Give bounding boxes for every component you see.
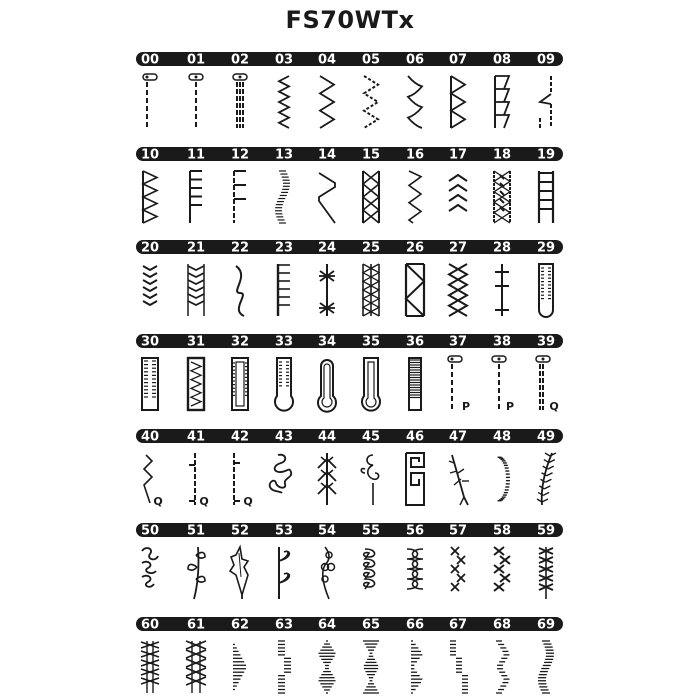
branch-stitch-icon: [449, 455, 469, 505]
satin-hourglass-stitch-icon: [363, 641, 379, 693]
stipple-stitch-icon: [270, 455, 292, 493]
cross-chain-stitch-icon: [451, 547, 465, 591]
three-step-zigzag-icon: [364, 76, 378, 128]
heart-stitch-icon: [279, 547, 289, 599]
patchwork-stitch-p-alt-icon: [492, 356, 506, 410]
serpentine-stitch-icon: [236, 266, 244, 316]
satin-triangle-stitch-icon: [233, 641, 246, 693]
triple-straight-stitch-icon: [233, 74, 247, 128]
buttonhole-square-icon: [142, 358, 158, 410]
satin-step-alt-stitch-icon: [450, 641, 468, 693]
stitch-number: 58: [492, 523, 512, 539]
stitch-number: 25: [361, 240, 381, 256]
stitch-number: 02: [230, 52, 250, 68]
stitch-number: 63: [274, 617, 294, 633]
stitch-number: 01: [186, 52, 206, 68]
stitch-number: 07: [448, 52, 468, 68]
stitch-number: 13: [274, 147, 294, 163]
satin-arrow-stitch-icon: [496, 641, 509, 693]
stitch-number: 17: [448, 147, 468, 163]
stitch-number: 27: [448, 240, 468, 256]
buttonhole-heirloom-icon: [232, 358, 248, 410]
zigzag-stitch-icon: [279, 76, 289, 128]
rick-rack-stitch-icon: [188, 264, 204, 316]
stitch-number: 06: [405, 52, 425, 68]
blind-hem-stitch-icon: [540, 76, 551, 128]
stitch-number: 66: [405, 617, 425, 633]
stitch-number: 22: [230, 240, 250, 256]
foot-letter: P: [461, 400, 471, 413]
shell-tuck-stitch-icon: [143, 171, 157, 223]
buttonhole-stretch-icon: [188, 358, 204, 410]
stitch-number: 16: [405, 147, 425, 163]
stitch-number: 54: [317, 523, 337, 539]
holly-leaf-stitch-icon: [230, 547, 248, 599]
diamond-stitch-icon: [363, 264, 379, 316]
cross-grid-stitch-icon: [141, 641, 159, 693]
stitch-number: 09: [536, 52, 556, 68]
stitch-number: 00: [140, 52, 160, 68]
stitch-number: 56: [405, 523, 425, 539]
stitch-number: 12: [230, 147, 250, 163]
foot-letter: Q: [153, 495, 163, 508]
leaf-vine-stitch-icon: [188, 547, 205, 599]
stitch-number: 49: [536, 429, 556, 445]
greek-key-stitch-icon: [406, 453, 424, 505]
lightning-stitch-icon: [409, 171, 421, 223]
stitch-number: 67: [448, 617, 468, 633]
stitch-number: 21: [186, 240, 206, 256]
stitch-number: 65: [361, 617, 381, 633]
pine-tree-stitch-icon: [318, 453, 336, 505]
scallop-stitch-icon: [275, 171, 290, 223]
keyhole-buttonhole-rounded-icon: [318, 360, 336, 412]
triangle-stitch-icon: [363, 171, 379, 223]
feather-stitch-icon: [449, 175, 467, 211]
fern-stitch-icon: [537, 453, 556, 505]
stitch-number: 64: [317, 617, 337, 633]
stitch-number: 11: [186, 147, 206, 163]
ladder-stitch-icon: [539, 171, 553, 223]
stitch-number: 59: [536, 523, 556, 539]
stitch-number: 68: [492, 617, 512, 633]
foot-letter: P: [505, 400, 515, 413]
foot-letter: Q: [199, 495, 209, 508]
satin-wave-stitch-icon: [538, 641, 554, 693]
triangle-band-stitch-icon: [406, 264, 424, 316]
quilt-zigzag-q-icon: [144, 455, 152, 503]
stitch-number: 40: [140, 429, 160, 445]
stitch-number: 55: [361, 523, 381, 539]
stitch-number: 18: [492, 147, 512, 163]
stitch-number: 31: [186, 334, 206, 350]
stitch-number: 28: [492, 240, 512, 256]
stitch-number: 33: [274, 334, 294, 350]
stitch-number: 44: [317, 429, 337, 445]
buttonhole-rounded-icon: [539, 264, 553, 317]
chart-title: FS70WTx: [285, 6, 415, 34]
stitch-number: 69: [536, 617, 556, 633]
arc-satin-stitch-icon: [498, 457, 510, 500]
loop-cluster-stitch-icon: [142, 548, 158, 587]
stitch-number: 10: [140, 147, 160, 163]
stitch-number: 45: [361, 429, 381, 445]
stitch-number: 29: [536, 240, 556, 256]
stitch-number: 03: [274, 52, 294, 68]
satin-step-stitch-icon: [278, 641, 291, 693]
straight-stitch-center-needle-icon: [189, 74, 203, 128]
stitch-number: 50: [140, 523, 160, 539]
wave-zigzag-icon: [319, 173, 335, 223]
zigzag-wide-stitch-icon: [320, 76, 334, 128]
stitch-number: 37: [448, 334, 468, 350]
stitch-number: 51: [186, 523, 206, 539]
cross-stitch-icon: [494, 171, 510, 223]
star-stitch-icon: [319, 264, 335, 316]
overcast-stitch-icon: [495, 76, 509, 128]
stitch-number: 46: [405, 429, 425, 445]
stitch-number: 62: [230, 617, 250, 633]
stitch-number: 57: [448, 523, 468, 539]
stitch-number: 05: [361, 52, 381, 68]
stitch-number: 41: [186, 429, 206, 445]
foot-letter: Q: [549, 400, 559, 413]
scroll-stitch-icon: [361, 455, 378, 505]
stitch-number: 24: [317, 240, 337, 256]
overcast-zigzag-icon: [451, 76, 465, 128]
wave-loop-stitch-icon: [407, 549, 423, 589]
stitch-number: 60: [140, 617, 160, 633]
foot-letter: Q: [243, 495, 253, 508]
stitch-number: 19: [536, 147, 556, 163]
stitch-number: 04: [317, 52, 337, 68]
satin-wedge-stitch-icon: [411, 641, 422, 693]
stitch-number: 53: [274, 523, 294, 539]
stitch-number: 39: [536, 334, 556, 350]
bar-tack-stitch-icon: [409, 358, 421, 410]
stitch-number: 48: [492, 429, 512, 445]
straight-stitch-left-needle-icon: [143, 74, 157, 128]
comb-stitch-icon: [278, 264, 290, 316]
stitch-number: 38: [492, 334, 512, 350]
stitch-number: 32: [230, 334, 250, 350]
quilt-hem-q-icon: [234, 453, 240, 505]
keyhole-buttonhole-tapered-icon: [362, 358, 380, 411]
hem-blanket-stitch-icon: [234, 171, 246, 223]
stitch-number: 15: [361, 147, 381, 163]
quilt-blanket-q-icon: [189, 453, 195, 505]
stitch-number: 47: [448, 429, 468, 445]
coil-loop-stitch-icon: [364, 549, 375, 589]
stitch-number: 08: [492, 52, 512, 68]
stitch-number: 36: [405, 334, 425, 350]
stitch-number: 52: [230, 523, 250, 539]
patchwork-stitch-p-icon: [448, 356, 462, 410]
stitch-number: 30: [140, 334, 160, 350]
cross-column-stitch-icon: [539, 547, 553, 599]
stitch-number: 26: [405, 240, 425, 256]
keyhole-buttonhole-icon: [275, 358, 293, 411]
pin-stitch-icon: [495, 264, 509, 316]
quilt-stitch-q-icon: [536, 356, 550, 410]
cross-chain-alt-stitch-icon: [494, 547, 510, 591]
blanket-stitch-icon: [190, 171, 202, 223]
chevron-stitch-icon: [143, 266, 157, 305]
satin-diamond-stitch-icon: [318, 641, 335, 693]
stitch-number: 42: [230, 429, 250, 445]
zigzag-curved-icon: [408, 76, 422, 128]
cross-grid-wide-stitch-icon: [186, 641, 206, 693]
stitch-number: 34: [317, 334, 337, 350]
stitch-number: 61: [186, 617, 206, 633]
stitch-number: 43: [274, 429, 294, 445]
stitch-number: 14: [317, 147, 337, 163]
lattice-stitch-icon: [449, 264, 467, 316]
flower-vine-stitch-icon: [322, 547, 335, 599]
stitch-number: 20: [140, 240, 160, 256]
stitch-number: 23: [274, 240, 294, 256]
stitch-number: 35: [361, 334, 381, 350]
